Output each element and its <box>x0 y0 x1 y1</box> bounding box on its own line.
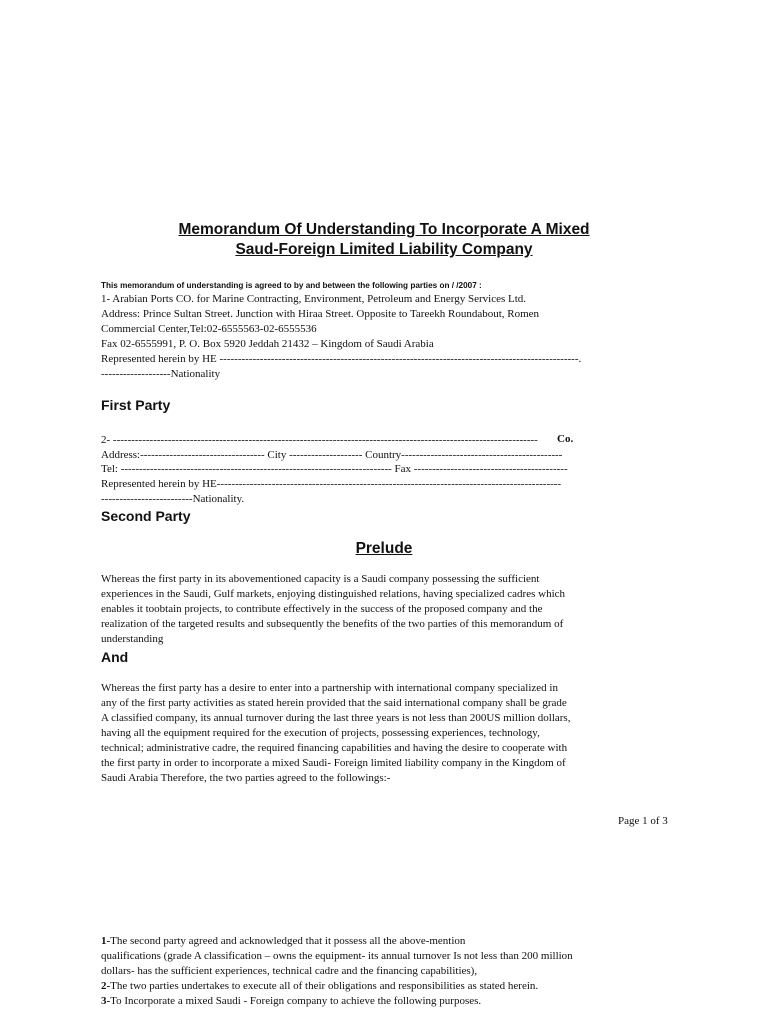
party1-name: 1- Arabian Ports CO. for Marine Contracting, Environment, Petroleum and Energy Services Ltd. <box>101 293 527 305</box>
paragraph-line: any of the first party activities as stated herein provided that the said international company shall be grade <box>101 697 567 709</box>
paragraph-line: Saudi Arabia Therefore, the two parties agreed to the followings:- <box>101 772 391 784</box>
paragraph-line: experiences in the Saudi, Gulf markets, enjoying distinguished relations, having specialized cadres which <box>101 588 566 600</box>
party2-name-blank: 2- -------------------------------------------------------------------------------------------------------------------- <box>101 434 538 446</box>
paragraph-line: the first party in order to incorporate a mixed Saudi- Foreign limited liability company in the Kingdom of <box>101 757 566 769</box>
paragraph-line: technical; administrative cadre, the required financing capabilities and having the desire to cooperate with <box>101 742 568 754</box>
clause-2-number: 2- <box>101 980 111 992</box>
clause-1-line-3: dollars- has the sufficient experiences, technical cadre and the financing capabilities), <box>101 965 478 977</box>
document-title-line-2: Saud-Foreign Limited Liability Company <box>235 241 533 258</box>
clause-2-text: The two parties undertakes to execute all of their obligations and responsibilities as stated herein. <box>110 980 539 992</box>
clause-1-number: 1- <box>101 935 111 947</box>
and-heading: And <box>101 649 129 665</box>
party2-tel-fax: Tel: -------------------------------------------------------------------------- Fax ------------------------------------------ <box>101 463 568 475</box>
party1-nationality: -------------------Nationality <box>101 368 221 380</box>
prelude-paragraph-1 <box>101 572 665 647</box>
party1-represented: Represented herein by HE --------------------------------------------------------------------------------------------------. <box>101 353 582 365</box>
second-party-label: Second Party <box>101 508 191 524</box>
clause-2 <box>101 979 538 994</box>
party2-address: Address:---------------------------------- City -------------------- Country-------------------------------------------- <box>101 449 563 461</box>
party1-fax: Fax 02-6555991, P. O. Box 5920 Jeddah 21432 – Kingdom of Saudi Arabia <box>101 338 434 350</box>
prelude-heading: Prelude <box>355 540 413 557</box>
paragraph-line: A classified company, its annual turnover during the last three years is not less than 200US million dollars, <box>101 712 571 724</box>
clause-3 <box>101 994 481 1009</box>
party1-address: Address: Prince Sultan Street. Junction with Hiraa Street. Opposite to Tareekh Roundabout, Romen <box>101 308 540 320</box>
document-title-line-1: Memorandum Of Understanding To Incorporate A Mixed <box>178 221 590 238</box>
party1-address-cont: Commercial Center,Tel:02-6555563-02-6555536 <box>101 323 317 335</box>
paragraph-line: having all the equipment required for the execution of projects, possessing experiences, technology, <box>101 727 540 739</box>
clause-1-line-2: qualifications (grade A classification – owns the equipment- its annual turnover Is not less than 200 million <box>101 950 573 962</box>
paragraph-line: understanding <box>101 633 164 645</box>
page-number: Page 1 of 3 <box>618 815 668 827</box>
clause-3-text: To Incorporate a mixed Saudi - Foreign company to achieve the following purposes. <box>110 995 482 1007</box>
first-party-label: First Party <box>101 397 171 413</box>
party2-represented: Represented herein by HE---------------------------------------------------------------------------------------------- <box>101 478 562 490</box>
paragraph-line: Whereas the first party in its abovementioned capacity is a Saudi company possessing the sufficient <box>101 573 540 585</box>
paragraph-line: enables it toobtain projects, to contribute effectively in the success of the proposed company and the <box>101 603 543 615</box>
clause-1-text: The second party agreed and acknowledged that it possess all the above-mention <box>110 935 466 947</box>
party2-name <box>101 433 538 448</box>
paragraph-line: realization of the targeted results and subsequently the benefits of the two parties of this memorandum of <box>101 618 564 630</box>
intro-statement: This memorandum of understanding is agreed to by and between the following parties on / /2007 : <box>101 281 482 290</box>
prelude-paragraph-2 <box>101 681 665 786</box>
clause-1-line-1 <box>101 934 465 949</box>
clause-3-number: 3- <box>101 995 111 1007</box>
paragraph-line: Whereas the first party has a desire to enter into a partnership with international company specialized in <box>101 682 558 694</box>
party2-co: Co. <box>557 433 574 445</box>
party2-nationality: -------------------------Nationality. <box>101 493 245 505</box>
